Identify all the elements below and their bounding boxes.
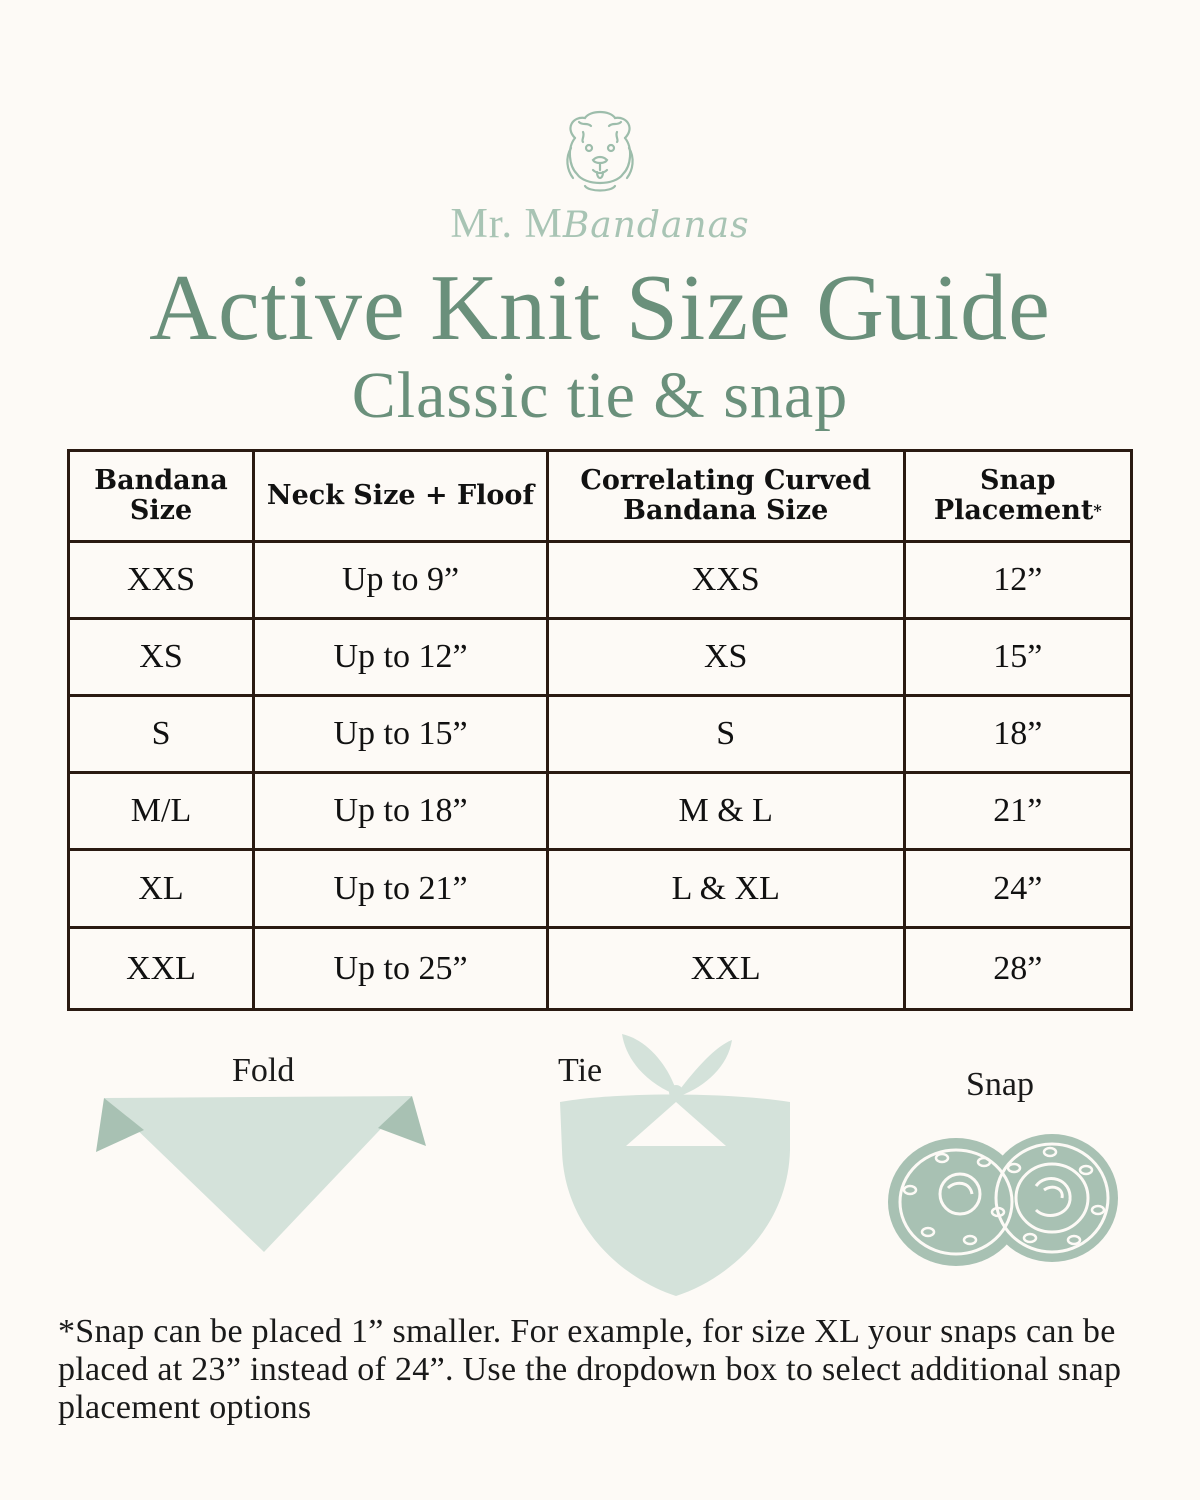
cell-curved: S [547,696,904,773]
brand-name-plain: Mr. M [450,201,563,247]
cell-curved: L & XL [547,850,904,928]
brand-name-script: Bandanas [562,205,750,246]
table-row [69,696,1132,773]
cell-size: XXL [69,928,254,1010]
size-table [67,449,1133,1011]
header-snap-placement [904,451,1131,542]
header-curved-size [547,451,904,542]
cell-snap: 15” [904,619,1131,696]
table-row [69,850,1132,928]
header-snap-asterisk: * [1093,501,1102,520]
table-row [69,619,1132,696]
table-header-row [69,451,1132,542]
cell-snap: 18” [904,696,1131,773]
cell-size: M/L [69,773,254,850]
cell-curved: XS [547,619,904,696]
page-title: Active Knit Size Guide [149,256,1051,360]
cell-snap: 28” [904,928,1131,1010]
tie-bandana-icon [556,1030,796,1300]
tie-label: Tie [558,1052,603,1089]
header-bandana-size-line1: Bandana [94,465,228,496]
header-curved-line2: Bandana Size [623,495,829,526]
header-snap-line1: Snap [980,465,1056,496]
header-neck-size: Neck Size + Floof [254,451,548,542]
cell-neck: Up to 9” [254,542,548,619]
header-bandana-size [69,451,254,542]
cell-size: S [69,696,254,773]
cell-neck: Up to 21” [254,850,548,928]
cell-size: XL [69,850,254,928]
dog-logo-icon [555,108,645,196]
cell-neck: Up to 12” [254,619,548,696]
cell-snap: 12” [904,542,1131,619]
snap-buttons-icon [886,1128,1122,1270]
page-subtitle: Classic tie & snap [351,359,849,432]
fold-bandana-icon [92,1092,432,1254]
fold-label: Fold [232,1052,295,1089]
brand-name [0,200,1200,248]
cell-curved: XXS [547,542,904,619]
cell-snap: 24” [904,850,1131,928]
cell-neck: Up to 25” [254,928,548,1010]
header-bandana-size-line2: Size [129,495,193,526]
cell-snap: 21” [904,773,1131,850]
table-row [69,542,1132,619]
logo [0,108,1200,201]
snap-label: Snap [966,1066,1034,1103]
cell-curved: XXL [547,928,904,1010]
footnote: *Snap can be placed 1” smaller. For example, for size XL your snaps can be placed at 23” instead of 24”. Use the dropdown box to select additional snap placement options [58,1313,1122,1426]
table-row [69,773,1132,850]
cell-size: XS [69,619,254,696]
cell-neck: Up to 18” [254,773,548,850]
header-curved-line1: Correlating Curved [580,465,872,496]
cell-neck: Up to 15” [254,696,548,773]
header-snap-line2: Placement [933,495,1094,526]
table-row [69,928,1132,1010]
cell-size: XXS [69,542,254,619]
cell-curved: M & L [547,773,904,850]
